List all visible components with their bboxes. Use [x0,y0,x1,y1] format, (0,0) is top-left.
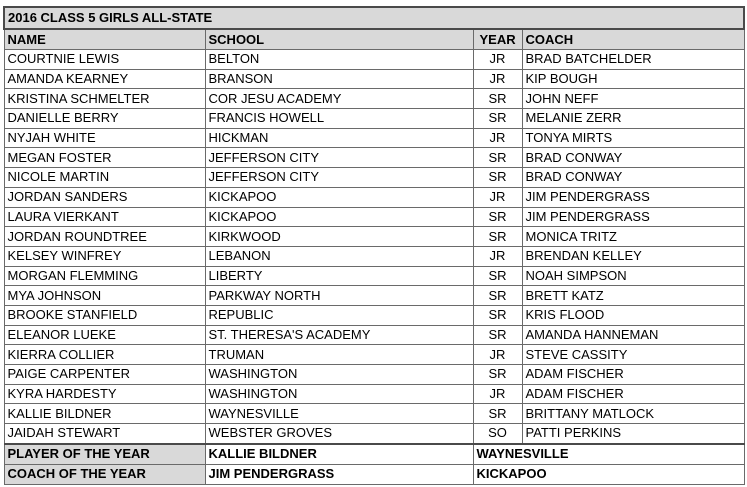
table-row [4,168,744,188]
header-school: SCHOOL [205,29,473,50]
player-year: SR [473,89,522,109]
player-school: PARKWAY NORTH [205,286,473,306]
table-row [4,50,744,70]
player-year: SR [473,266,522,286]
player-name: NICOLE MARTIN [4,168,205,188]
player-name: JORDAN ROUNDTREE [4,227,205,247]
player-name: KRISTINA SCHMELTER [4,89,205,109]
player-year: JR [473,246,522,266]
player-year: SR [473,207,522,227]
award-row [4,464,744,484]
player-school: LIBERTY [205,266,473,286]
player-school: HICKMAN [205,128,473,148]
player-name: PAIGE CARPENTER [4,365,205,385]
player-coach: KRIS FLOOD [522,305,744,325]
header-name: NAME [4,29,205,50]
table-row [4,89,744,109]
table-row [4,424,744,444]
player-name: AMANDA KEARNEY [4,69,205,89]
player-school: KICKAPOO [205,207,473,227]
player-year: JR [473,384,522,404]
award-label: COACH OF THE YEAR [4,464,205,484]
player-name: KELSEY WINFREY [4,246,205,266]
player-coach: BRAD BATCHELDER [522,50,744,70]
player-year: JR [473,50,522,70]
player-name: MEGAN FOSTER [4,148,205,168]
header-row [4,29,744,50]
player-coach: BRAD CONWAY [522,168,744,188]
player-coach: MELANIE ZERR [522,109,744,129]
player-school: KIRKWOOD [205,227,473,247]
player-school: LEBANON [205,246,473,266]
table-row [4,109,744,129]
player-name: MYA JOHNSON [4,286,205,306]
player-school: TRUMAN [205,345,473,365]
player-year: JR [473,187,522,207]
player-name: KIERRA COLLIER [4,345,205,365]
player-year: SR [473,404,522,424]
player-name: MORGAN FLEMMING [4,266,205,286]
header-coach: COACH [522,29,744,50]
player-name: ELEANOR LUEKE [4,325,205,345]
player-school: KICKAPOO [205,187,473,207]
player-school: WEBSTER GROVES [205,424,473,444]
player-coach: BRAD CONWAY [522,148,744,168]
table-row [4,148,744,168]
player-coach: BRENDAN KELLEY [522,246,744,266]
player-coach: ADAM FISCHER [522,365,744,385]
player-name: LAURA VIERKANT [4,207,205,227]
table-row [4,305,744,325]
player-school: BRANSON [205,69,473,89]
player-coach: ADAM FISCHER [522,384,744,404]
table-row [4,69,744,89]
player-name: JORDAN SANDERS [4,187,205,207]
player-coach: BRETT KATZ [522,286,744,306]
player-school: COR JESU ACADEMY [205,89,473,109]
table-row [4,286,744,306]
award-school: KICKAPOO [473,464,744,484]
player-year: JR [473,69,522,89]
table-row [4,128,744,148]
player-year: SR [473,286,522,306]
table-title: 2016 CLASS 5 GIRLS ALL-STATE [4,7,744,29]
player-year: SR [473,227,522,247]
player-coach: KIP BOUGH [522,69,744,89]
table-row [4,345,744,365]
player-name: COURTNIE LEWIS [4,50,205,70]
player-school: FRANCIS HOWELL [205,109,473,129]
player-year: SR [473,325,522,345]
table-row [4,404,744,424]
player-school: JEFFERSON CITY [205,168,473,188]
table-row [4,187,744,207]
player-school: WAYNESVILLE [205,404,473,424]
table-row [4,325,744,345]
table-row [4,384,744,404]
player-year: SR [473,148,522,168]
player-name: BROOKE STANFIELD [4,305,205,325]
player-name: NYJAH WHITE [4,128,205,148]
player-coach: JIM PENDERGRASS [522,207,744,227]
player-coach: JIM PENDERGRASS [522,187,744,207]
player-school: JEFFERSON CITY [205,148,473,168]
player-name: KYRA HARDESTY [4,384,205,404]
player-school: BELTON [205,50,473,70]
player-year: SR [473,168,522,188]
header-year: YEAR [473,29,522,50]
player-year: SR [473,109,522,129]
player-year: JR [473,128,522,148]
player-name: JAIDAH STEWART [4,424,205,444]
table-row [4,266,744,286]
table-row [4,227,744,247]
player-coach: PATTI PERKINS [522,424,744,444]
award-name: JIM PENDERGRASS [205,464,473,484]
table-title-row [4,7,744,29]
award-row [4,444,744,465]
table-row [4,207,744,227]
table-row [4,246,744,266]
award-label: PLAYER OF THE YEAR [4,444,205,465]
player-name: KALLIE BILDNER [4,404,205,424]
all-state-table-container [3,6,745,485]
player-coach: STEVE CASSITY [522,345,744,365]
player-coach: JOHN NEFF [522,89,744,109]
player-school: WASHINGTON [205,384,473,404]
player-coach: NOAH SIMPSON [522,266,744,286]
player-year: SR [473,305,522,325]
table-row [4,365,744,385]
player-coach: TONYA MIRTS [522,128,744,148]
award-name: KALLIE BILDNER [205,444,473,465]
player-name: DANIELLE BERRY [4,109,205,129]
player-coach: MONICA TRITZ [522,227,744,247]
player-year: JR [473,345,522,365]
player-coach: AMANDA HANNEMAN [522,325,744,345]
player-coach: BRITTANY MATLOCK [522,404,744,424]
all-state-table [3,6,745,485]
award-school: WAYNESVILLE [473,444,744,465]
player-school: REPUBLIC [205,305,473,325]
player-school: ST. THERESA'S ACADEMY [205,325,473,345]
player-year: SO [473,424,522,444]
player-year: SR [473,365,522,385]
player-school: WASHINGTON [205,365,473,385]
